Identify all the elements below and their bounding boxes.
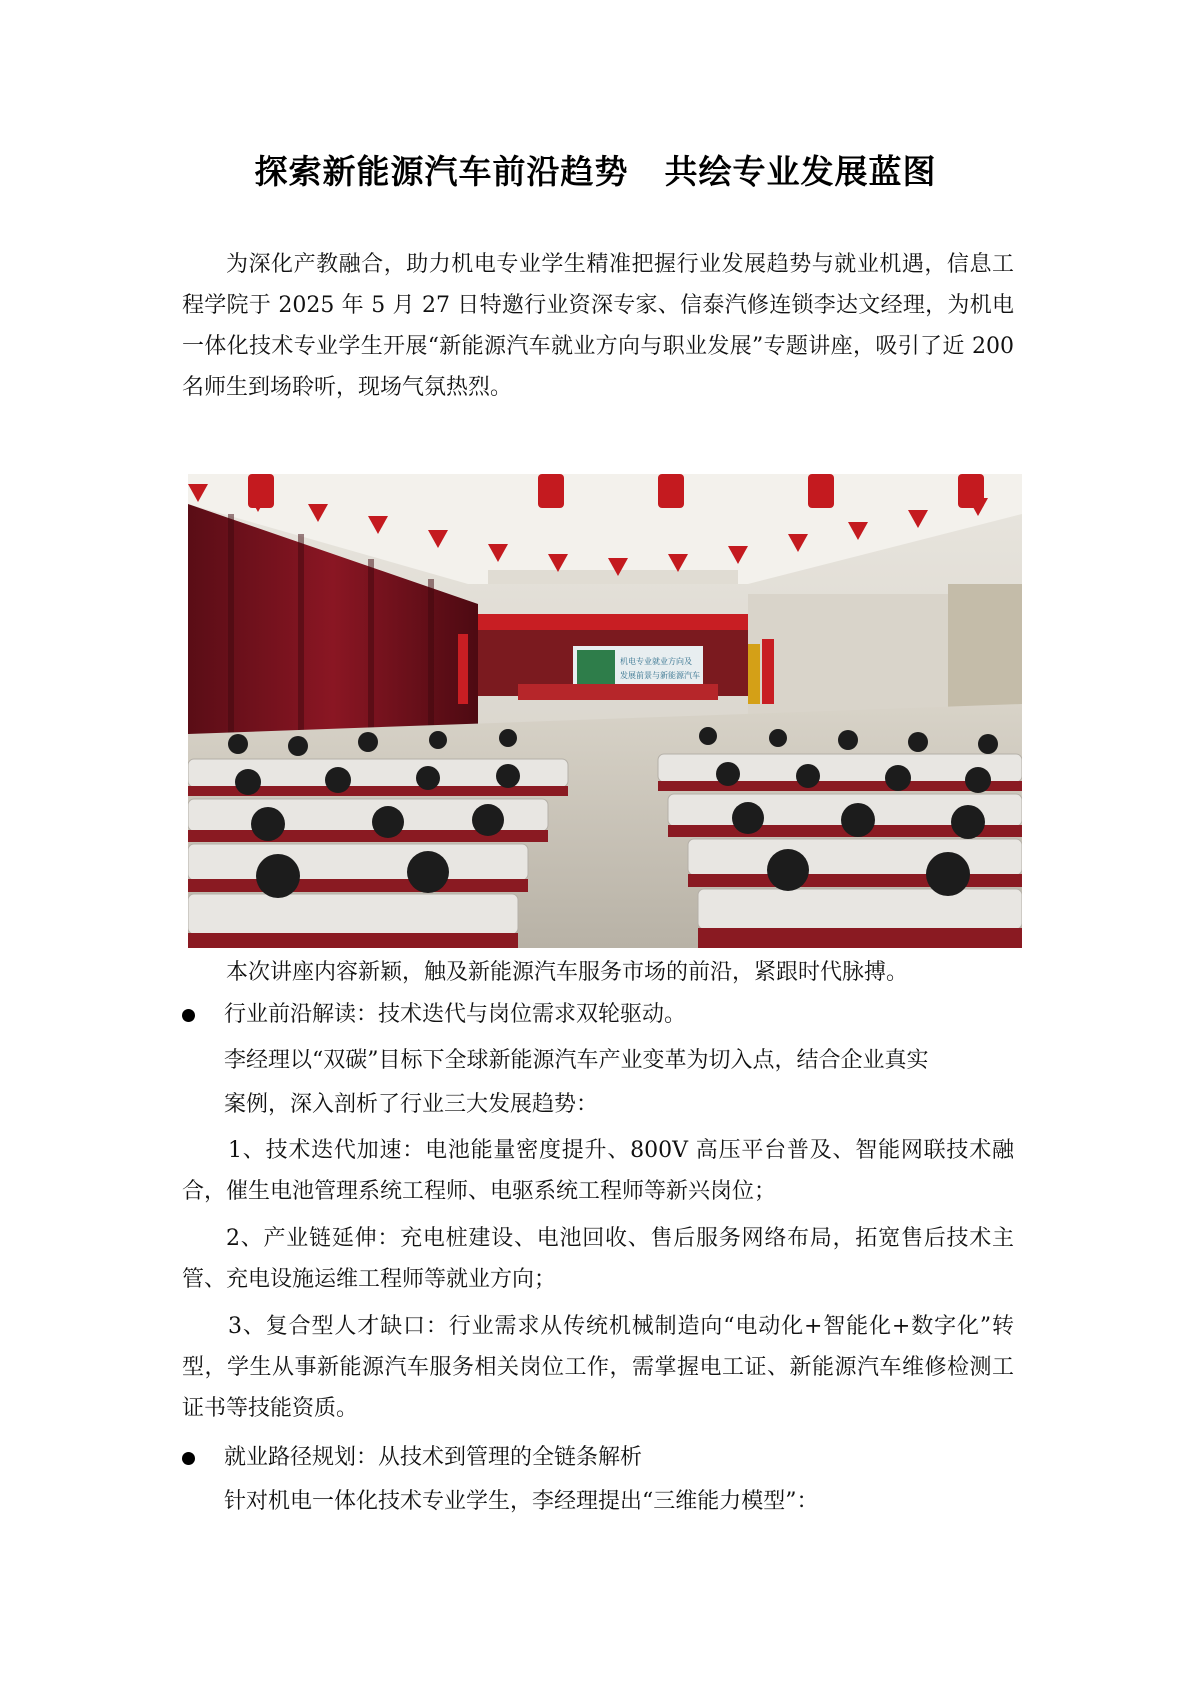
section1-intro-line2: 案例，深入剖析了行业三大发展趋势：	[224, 1092, 599, 1117]
lecture-photo	[188, 474, 1022, 948]
section2-heading: 就业路径规划：从技术到管理的全链条解析	[224, 1445, 643, 1470]
intro-paragraph: 为深化产教融合，助力机电专业学生精准把握行业发展趋势与就业机遇，信息工程学院于 2025 年 5 月 27 日特邀行业资深专家、信泰汽修连锁李达文经理，为机电一体化技术专业学生开展“新能源汽车就业方向与职业发展”专题讲座，吸引了近 200 名师生到场聆听，现场气氛热烈。	[182, 252, 1014, 400]
photo-caption: 本次讲座内容新颖，触及新能源汽车服务市场的前沿，紧跟时代脉搏。	[226, 960, 909, 985]
section1-point1: 1、技术迭代加速：电池能量密度提升、800V 高压平台普及、智能网联技术融合，催生电池管理系统工程师、电驱系统工程师等新兴岗位；	[182, 1138, 1014, 1204]
section2-intro: 针对机电一体化技术专业学生，李经理提出“三维能力模型”：	[224, 1489, 819, 1514]
bullet-icon	[182, 1452, 195, 1465]
page-title: 探索新能源汽车前沿趋势 共绘专业发展蓝图	[254, 152, 937, 191]
bullet-icon	[182, 1009, 195, 1022]
screen-text-2: 发展前景与新能源汽车	[620, 671, 700, 680]
section1-point3: 3、复合型人才缺口：行业需求从传统机械制造向“电动化+智能化+数字化”转型，学生从事新能源汽车服务相关岗位工作，需掌握电工证、新能源汽车维修检测工证书等技能资质。	[182, 1314, 1014, 1421]
section1-point2: 2、产业链延伸：充电桩建设、电池回收、售后服务网络布局，拓宽售后技术主管、充电设施运维工程师等就业方向；	[182, 1226, 1014, 1292]
section1-intro-line1: 李经理以“双碳”目标下全球新能源汽车产业变革为切入点，结合企业真实	[224, 1048, 929, 1073]
screen-text-1: 机电专业就业方向及	[620, 657, 692, 666]
section1-heading: 行业前沿解读：技术迭代与岗位需求双轮驱动。	[224, 1002, 687, 1027]
